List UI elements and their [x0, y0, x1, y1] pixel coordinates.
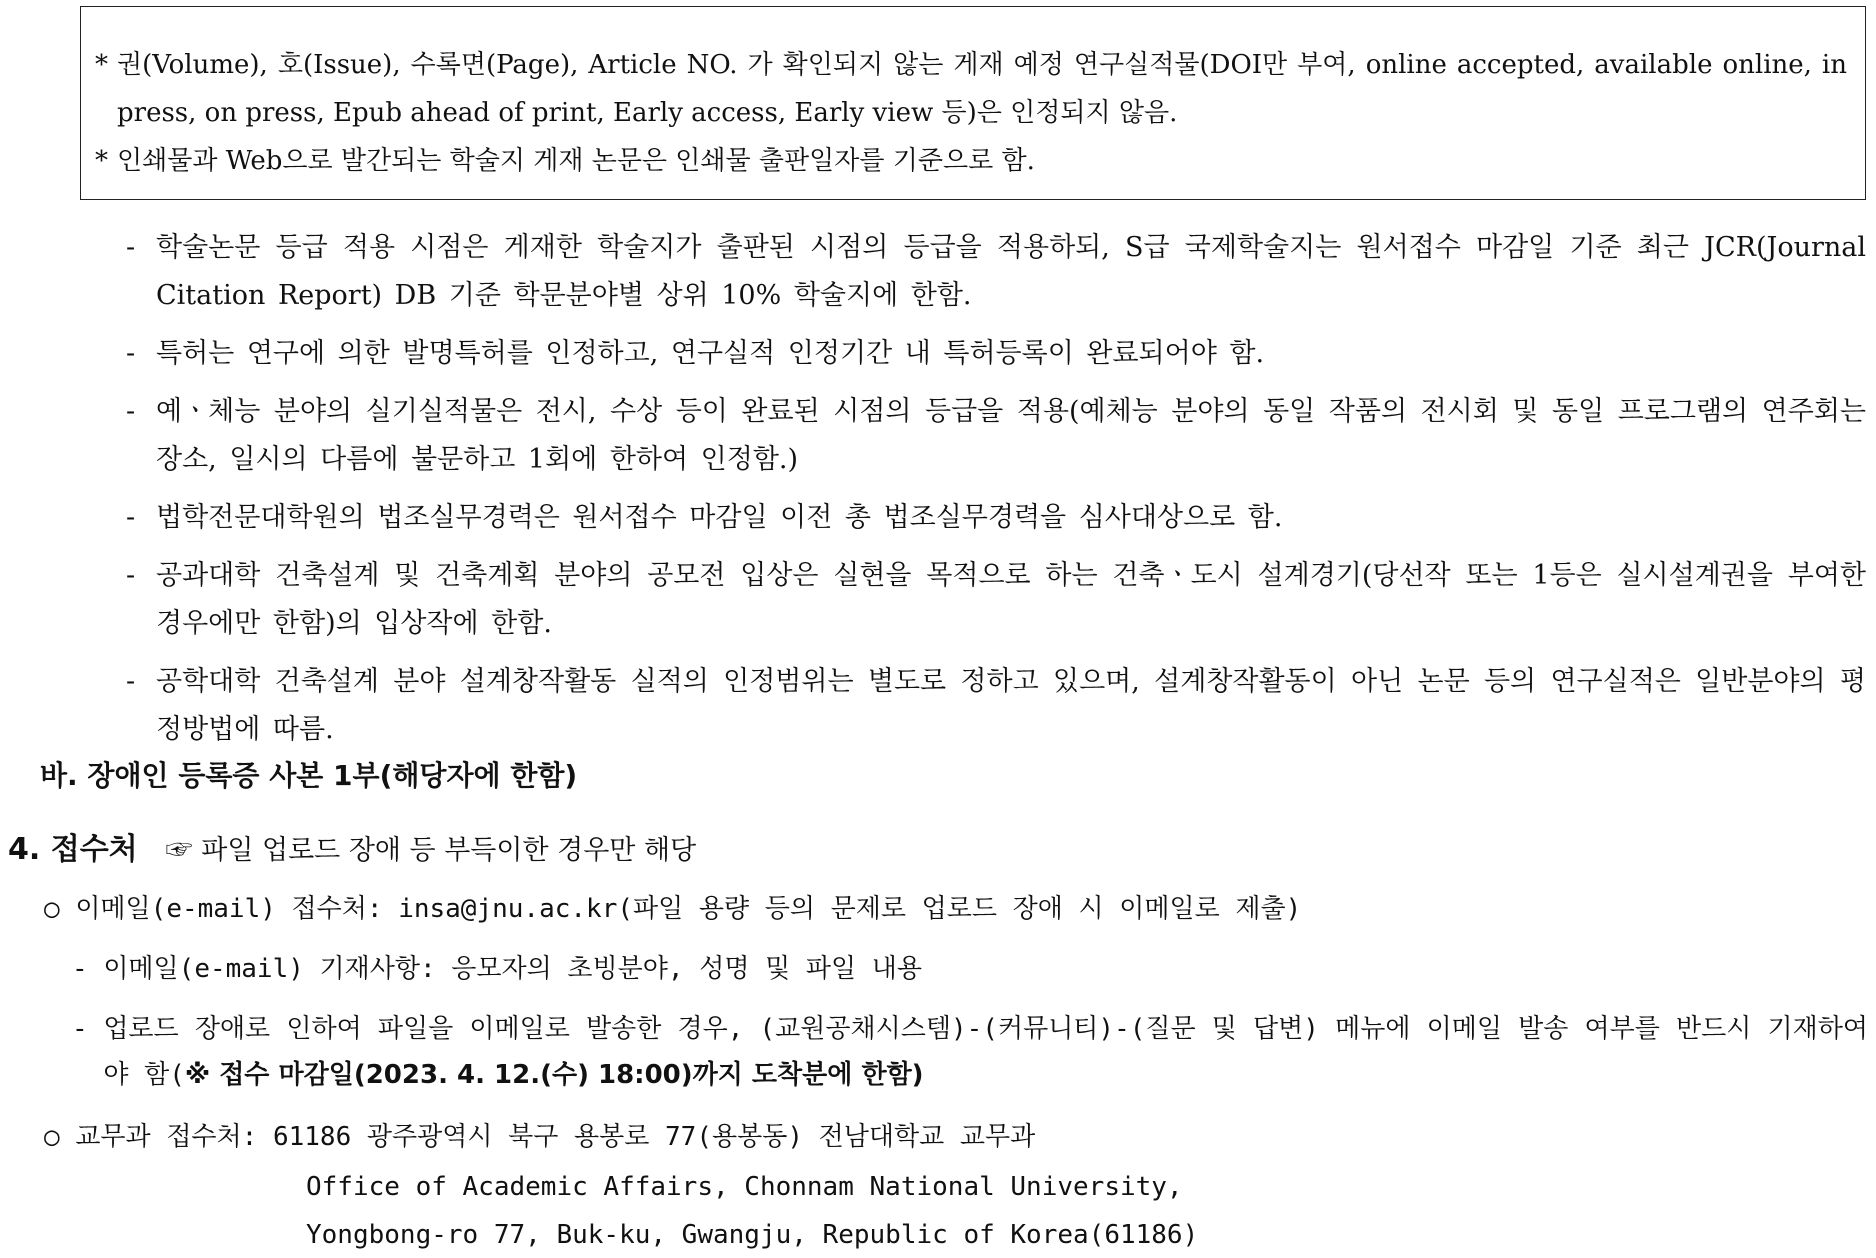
- requirement-list: [126, 224, 1866, 764]
- dash-mark: -: [72, 1014, 104, 1044]
- email-contact-line: [44, 886, 1301, 932]
- email-contact-text: 이메일(e-mail) 접수처: insa@jnu.ac.kr(파일 용량 등의 문제로 업로드 장애 시 이메일로 제출): [75, 894, 1302, 924]
- list-item-text: 예ㆍ체능 분야의 실기실적물은 전시, 수상 등이 완료된 시점의 등급을 적용(예체능 분야의 동일 작품의 전시회 및 동일 프로그램의 연주회는 장소, 일시의 다름에 불문하고 1회에 한하여 인정함.): [156, 396, 1866, 475]
- list-item: [126, 388, 1866, 484]
- list-item-text: 학술논문 등급 적용 시점은 게재한 학술지가 출판된 시점의 등급을 적용하되, S급 국제학술지는 원서접수 마감일 기준 최근 JCR(Journal Citation Report) DB 기준 학문분야별 상위 10% 학술지에 한함.: [156, 232, 1866, 311]
- list-item-text: 공학대학 건축설계 분야 설계창작활동 실적의 인정범위는 별도로 정하고 있으며, 설계창작활동이 아닌 논문 등의 연구실적은 일반분야의 평정방법에 따름.: [156, 666, 1866, 745]
- section-heading-disability-certificate: 바. 장애인 등록증 사본 1부(해당자에 한함): [40, 759, 578, 792]
- email-subitem-body: 업로드 장애로 인하여 파일을 이메일로 발송한 경우, (교원공채시스템)-(커뮤니티)-(질문 및 답변) 메뉴에 이메일 발송 여부를 반드시 기재하여야 함(: [103, 1014, 1868, 1090]
- list-item-text: 법학전문대학원의 법조실무경력은 원서접수 마감일 이전 총 법조실무경력을 심사대상으로 함.: [156, 502, 1283, 533]
- dash-mark: -: [72, 954, 104, 984]
- notice-note: [95, 41, 1847, 137]
- office-contact-text: 교무과 접수처: 61186 광주광역시 북구 용봉로 77(용봉동) 전남대학교 교무과: [75, 1122, 1036, 1152]
- dash-mark: -: [126, 502, 136, 533]
- dash-mark: -: [126, 338, 136, 369]
- list-item-text: 특허는 연구에 의한 발명특허를 인정하고, 연구실적 인정기간 내 특허등록이 완료되어야 함.: [156, 338, 1265, 369]
- section-number: 4. 접수처: [8, 832, 138, 867]
- dash-mark: -: [126, 232, 136, 263]
- list-item: [126, 224, 1866, 320]
- notice-box: [80, 6, 1866, 200]
- notice-note-text: 인쇄물과 Web으로 발간되는 학술지 게재 논문은 인쇄물 출판일자를 기준으로 함.: [117, 146, 1035, 176]
- list-item-text: 공과대학 건축설계 및 건축계획 분야의 공모전 입상은 실현을 목적으로 하는 건축ㆍ도시 설계경기(당선작 또는 1등은 실시설계권을 부여한 경우에만 한함)의 입상작에 한함.: [156, 560, 1866, 639]
- notice-note-text: 권(Volume), 호(Issue), 수록면(Page), Article NO. 가 확인되지 않는 게재 예정 연구실적물(DOI만 부여, online accepted, available online, in press, on press, Epub ahead of print, Early access, Early view 등)은 인정되지 않음.: [117, 50, 1847, 128]
- pointing-hand-note: ☞ 파일 업로드 장애 등 부득이한 경우만 해당: [165, 835, 697, 866]
- section-heading-submission: [8, 830, 696, 871]
- email-subitem-text: 이메일(e-mail) 기재사항: 응모자의 초빙분야, 성명 및 파일 내용: [103, 954, 922, 984]
- office-address-en-line-2: Yongbong-ro 77, Buk-ku, Gwangju, Republic of Korea(61186): [306, 1220, 1199, 1250]
- list-item: [126, 658, 1866, 754]
- list-item: [126, 330, 1866, 378]
- email-subitem-text: [103, 1006, 1868, 1098]
- asterisk-mark: *: [95, 50, 108, 80]
- email-subitem: [72, 946, 922, 992]
- list-item: [126, 494, 1866, 542]
- notice-note: [95, 137, 1847, 185]
- deadline-emphasis: ※ 접수 마감일(2023. 4. 12.(수) 18:00)까지 도착분에 한함): [184, 1060, 924, 1090]
- email-subitem: [72, 1006, 1868, 1098]
- dash-mark: -: [126, 396, 136, 427]
- asterisk-mark: *: [95, 146, 108, 176]
- circle-bullet-icon: ○: [44, 894, 76, 924]
- dash-mark: -: [126, 666, 136, 697]
- list-item: [126, 552, 1866, 648]
- office-contact-line: [44, 1114, 1035, 1160]
- circle-bullet-icon: ○: [44, 1122, 76, 1152]
- office-address-en-line-1: Office of Academic Affairs, Chonnam National University,: [306, 1172, 1183, 1202]
- dash-mark: -: [126, 560, 136, 591]
